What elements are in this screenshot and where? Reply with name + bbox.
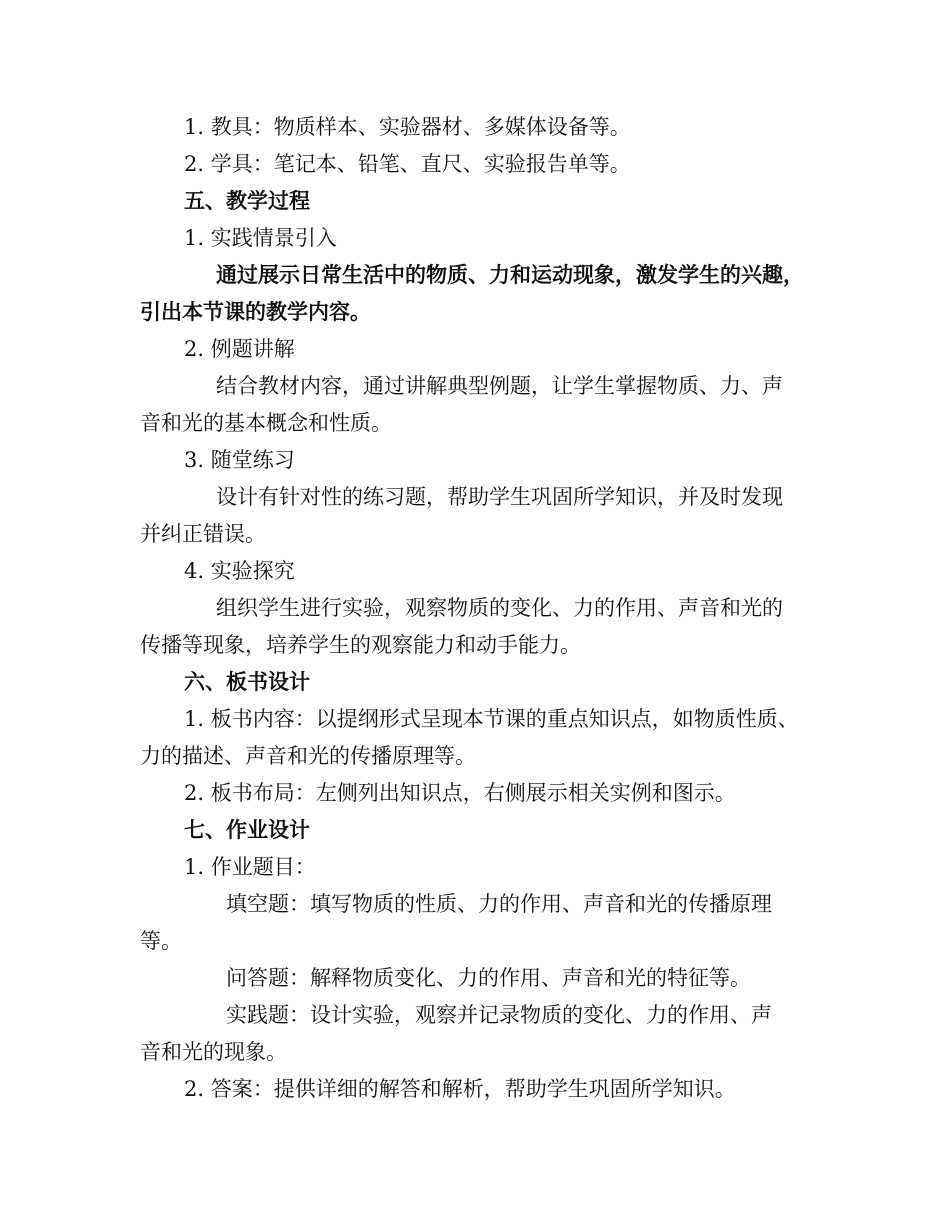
list-item: 1. 教具：物质样本、实验器材、多媒体设备等。 [184,115,631,139]
paragraph-line: 力的描述、声音和光的传播原理等。 [140,744,476,768]
paragraph-line: 问答题：解释物质变化、力的作用、声音和光的特征等。 [226,966,751,990]
list-item: 1. 板书内容：以提纲形式呈现本节课的重点知识点，如物质性质、 [184,707,799,731]
list-item: 3. 随堂练习 [184,448,295,472]
paragraph-line: 实践题：设计实验，观察并记录物质的变化、力的作用、声 [226,1003,772,1027]
list-item: 2. 例题讲解 [184,337,295,361]
list-item: 1. 实践情景引入 [184,226,337,250]
paragraph-line: 通过展示日常生活中的物质、力和运动现象，激发学生的兴趣， [216,262,804,287]
paragraph-line: 结合教材内容，通过讲解典型例题，让学生掌握物质、力、声 [216,374,783,398]
list-item: 1. 作业题目： [184,855,316,879]
paragraph-line: 组织学生进行实验，观察物质的变化、力的作用、声音和光的 [216,596,783,620]
list-item: 2. 板书布局：左侧列出知识点，右侧展示相关实例和图示。 [184,781,736,805]
list-item: 2. 学具：笔记本、铅笔、直尺、实验报告单等。 [184,152,631,176]
paragraph-line: 音和光的现象。 [140,1040,287,1064]
paragraph-line: 音和光的基本概念和性质。 [140,411,392,435]
paragraph-line: 设计有针对性的练习题，帮助学生巩固所学知识，并及时发现 [216,485,783,509]
list-item: 2. 答案：提供详细的解答和解析，帮助学生巩固所学知识。 [184,1077,736,1101]
paragraph-line: 等。 [140,929,182,953]
paragraph-line: 填空题：填写物质的性质、力的作用、声音和光的传播原理 [226,892,772,916]
section-heading: 七、作业设计 [184,817,310,842]
section-heading: 六、板书设计 [184,669,310,694]
list-item: 4. 实验探究 [184,559,295,583]
section-heading: 五、教学过程 [184,188,310,213]
paragraph-line: 引出本节课的教学内容。 [140,299,371,324]
paragraph-line: 传播等现象，培养学生的观察能力和动手能力。 [140,633,581,657]
paragraph-line: 并纠正错误。 [140,522,266,546]
